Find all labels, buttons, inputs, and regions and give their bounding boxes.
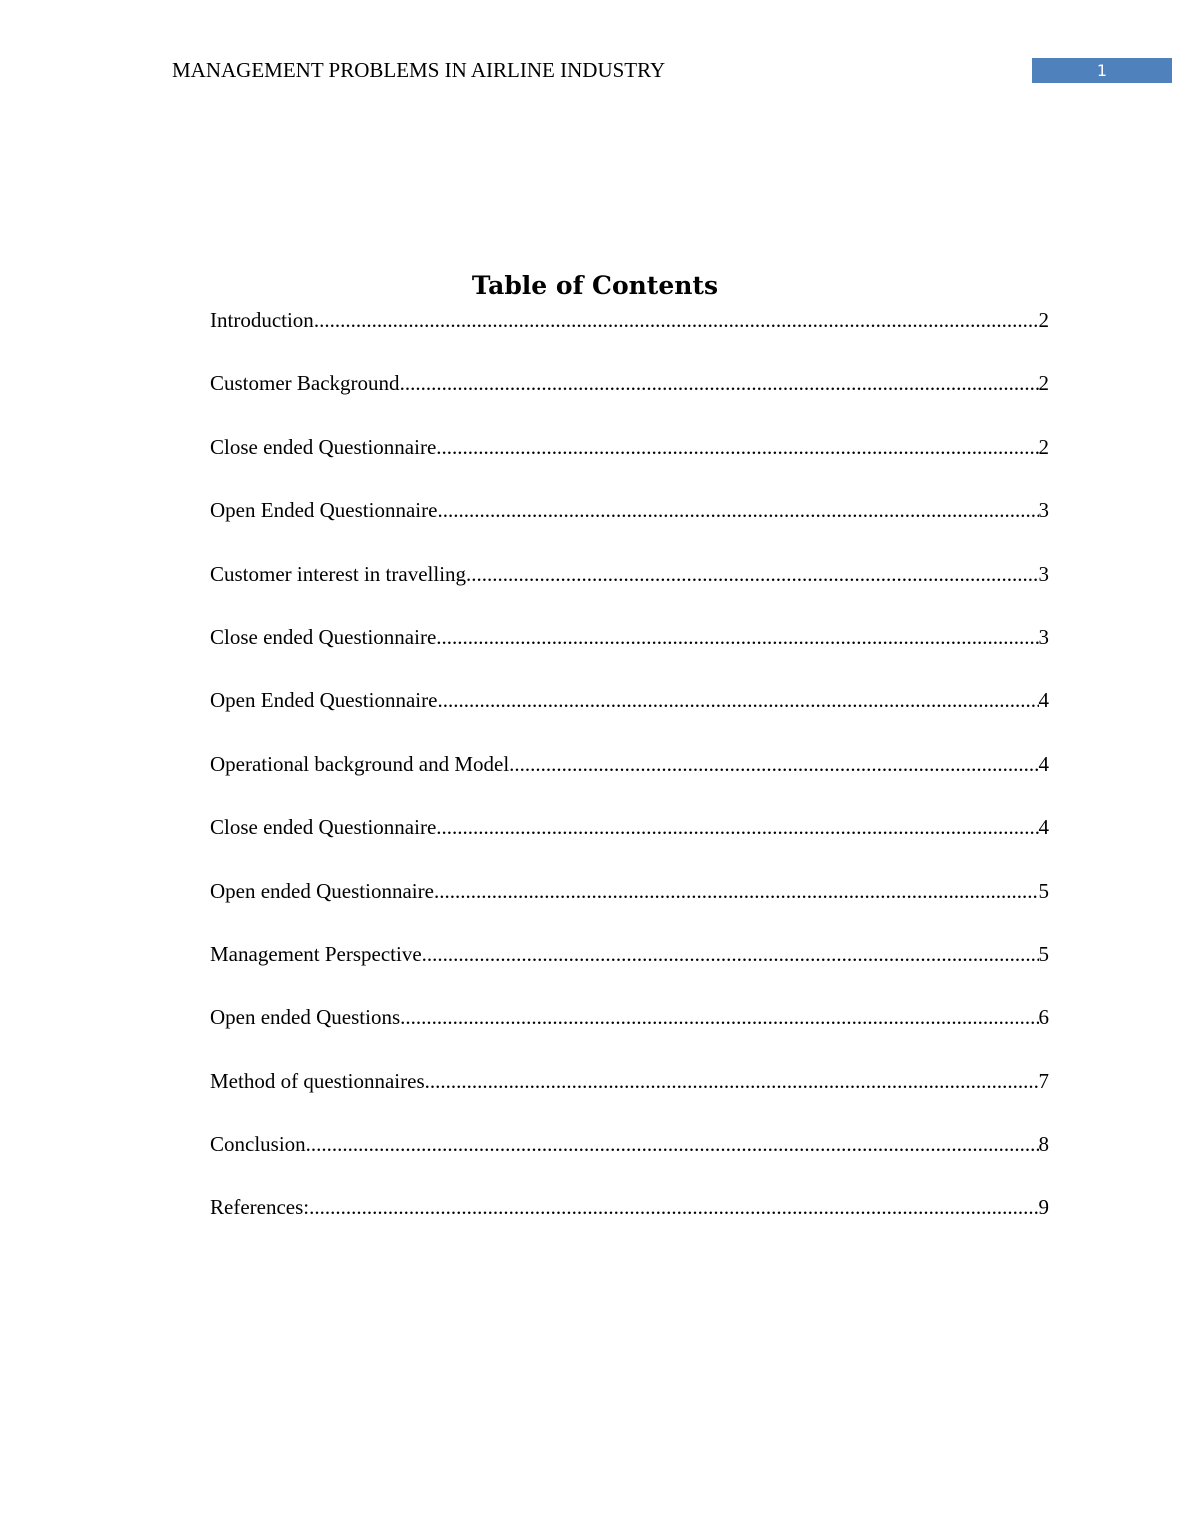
toc-entry-page: 5 [1038, 878, 1049, 903]
toc-entry-page: 7 [1038, 1068, 1049, 1093]
toc-entry-open-ended-questions[interactable] [210, 1002, 1049, 1065]
toc-entry-close-ended-questionnaire-3[interactable] [210, 812, 1049, 875]
toc-entry-label: Close ended Questionnaire [210, 815, 437, 840]
dot-leader [306, 1129, 1039, 1159]
dot-leader [509, 749, 1038, 779]
toc-entry-customer-background[interactable] [210, 368, 1049, 431]
toc-entry-open-ended-questionnaire-1[interactable] [210, 495, 1049, 558]
toc-entry-references[interactable] [210, 1192, 1049, 1255]
toc-entry-page: 4 [1038, 688, 1049, 713]
toc-entry-label: Open ended Questions [210, 1005, 401, 1030]
toc-entry-label: Close ended Questionnaire [210, 624, 437, 649]
toc-entry-method-of-questionnaires[interactable] [210, 1066, 1049, 1129]
toc-entry-label: Open Ended Questionnaire [210, 688, 438, 713]
toc-entry-label: Introduction [210, 308, 314, 332]
toc-entry-label: Open ended Questionnaire [210, 878, 434, 903]
dot-leader [434, 876, 1039, 906]
dot-leader [400, 368, 1039, 398]
dot-leader [425, 1066, 1039, 1096]
toc-entry-page: 8 [1038, 1132, 1049, 1157]
toc-entry-open-ended-questionnaire-3[interactable] [210, 876, 1049, 939]
toc-entry-page: 9 [1038, 1195, 1049, 1220]
toc-entry-label: Management Perspective [210, 941, 422, 966]
toc-entry-page: 2 [1038, 434, 1049, 459]
toc-entry-page: 4 [1038, 751, 1049, 776]
toc-entry-close-ended-questionnaire-2[interactable] [210, 622, 1049, 685]
toc-entry-page: 4 [1038, 815, 1049, 840]
running-header-title: MANAGEMENT PROBLEMS IN AIRLINE INDUSTRY [172, 58, 666, 82]
toc-entry-label: Operational background and Model [210, 751, 510, 776]
toc-entry-page: 2 [1038, 308, 1049, 332]
toc-entry-label: Conclusion [210, 1132, 306, 1157]
toc-entry-customer-interest[interactable] [210, 559, 1049, 622]
toc-list [210, 305, 1049, 1256]
page-number-badge: 1 [1032, 58, 1172, 83]
toc-entry-label: Method of questionnaires [210, 1068, 425, 1093]
dot-leader [466, 559, 1038, 589]
toc-entry-open-ended-questionnaire-2[interactable] [210, 685, 1049, 748]
toc-entry-close-ended-questionnaire-1[interactable] [210, 432, 1049, 495]
toc-entry-page: 5 [1038, 941, 1049, 966]
toc-entry-label: Open Ended Questionnaire [210, 498, 438, 523]
toc-entry-label: Customer Background [210, 371, 400, 396]
toc-entry-label: References: [210, 1195, 310, 1220]
toc-entry-label: Customer interest in travelling [210, 561, 467, 586]
dot-leader [436, 812, 1038, 842]
toc-entry-operational-background[interactable] [210, 749, 1049, 812]
toc-entry-page: 3 [1038, 561, 1049, 586]
toc-entry-page: 3 [1038, 498, 1049, 523]
dot-leader [314, 305, 1039, 335]
toc-heading: Table of Contents [471, 271, 719, 300]
toc-entry-introduction[interactable] [210, 305, 1049, 368]
dot-leader [437, 685, 1038, 715]
dot-leader [400, 1002, 1038, 1032]
dot-leader [436, 432, 1038, 462]
toc-entry-page: 6 [1038, 1005, 1049, 1030]
dot-leader [436, 622, 1038, 652]
toc-entry-management-perspective[interactable] [210, 939, 1049, 1002]
dot-leader [437, 495, 1038, 525]
dot-leader [309, 1192, 1038, 1222]
toc-entry-page: 3 [1038, 624, 1049, 649]
toc-entry-conclusion[interactable] [210, 1129, 1049, 1192]
toc-entry-page: 2 [1038, 371, 1049, 396]
toc-entry-label: Close ended Questionnaire [210, 434, 437, 459]
dot-leader [422, 939, 1039, 969]
